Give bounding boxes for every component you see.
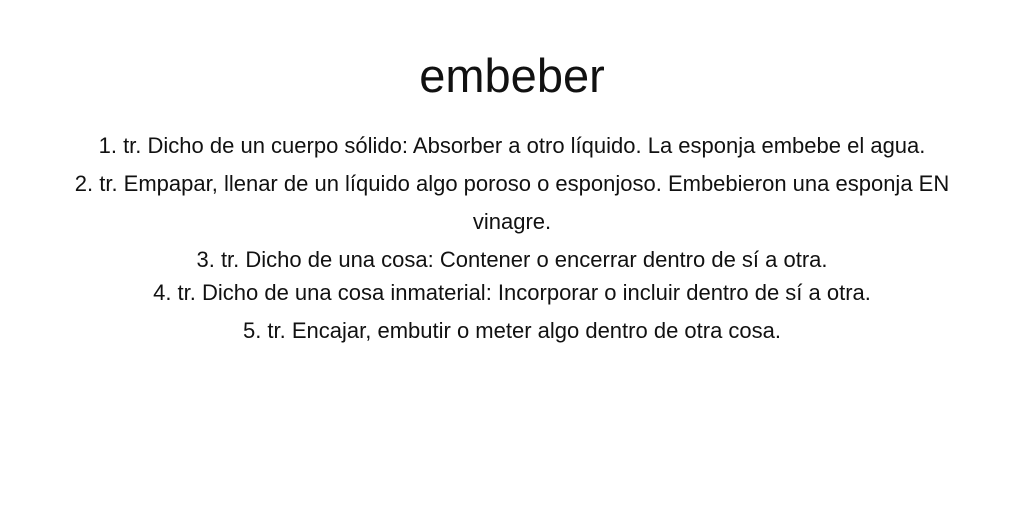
definition-1: 1. tr. Dicho de un cuerpo sólido: Absorber a otro líquido. La esponja embebe el agua. bbox=[98, 133, 926, 158]
definition-list bbox=[0, 127, 1024, 350]
definition-2: 2. tr. Empapar, llenar de un líquido algo poroso o esponjoso. Embebieron una esponja EN vinagre. bbox=[74, 171, 950, 234]
definition-5: 5. tr. Encajar, embutir o meter algo dentro de otra cosa. bbox=[242, 318, 782, 343]
definition-4: 4. tr. Dicho de una cosa inmaterial: Incorporar o incluir dentro de sí a otra. bbox=[153, 280, 871, 305]
headword: embeber bbox=[419, 49, 605, 102]
definition-3: 3. tr. Dicho de una cosa: Contener o encerrar dentro de sí a otra. bbox=[196, 247, 828, 272]
